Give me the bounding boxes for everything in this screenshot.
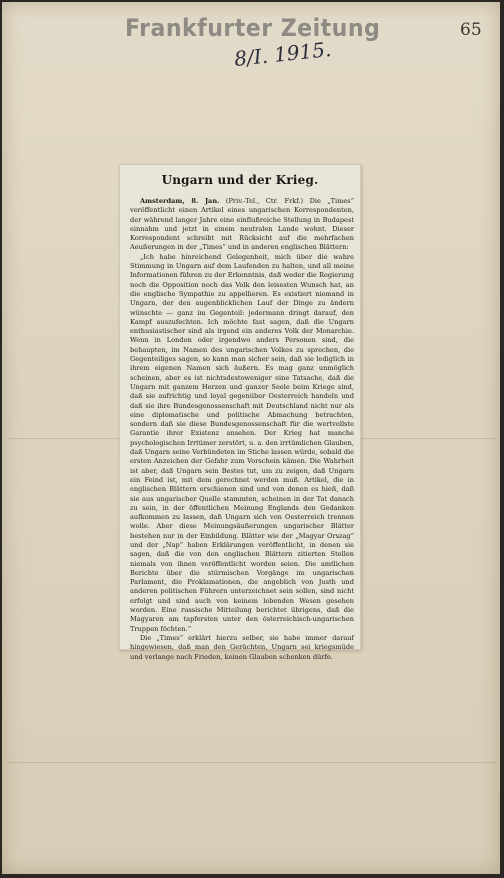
- article-title: Ungarn und der Krieg.: [161, 173, 319, 187]
- page-number: 65: [460, 20, 482, 40]
- archive-sheet: [2, 2, 500, 874]
- newspaper-clipping: [119, 164, 361, 661]
- article-body: [130, 197, 354, 662]
- handwritten-date: 8/I. 1915.: [233, 36, 333, 72]
- article-paragraph: [130, 197, 354, 253]
- article-paragraph: „Ich habe hinreichend Gelegenheit, mich über die wahre Stimmung in Ungarn auf dem Laufenden zu halten, und all meine Informationen führen zu der Erkenntnis, daß weder die Regierung noch die Opposition noch das Volk den leisesten Wunsch hat, an die englische Sympathie zu appellieren. Es existiert niemand in Ungarn, der den augenblicklichen Lauf der Dinge zu ändern wünschte — ganz im Gegenteil: jedermann dringt darauf, den Kampf auszufechten. Ich möchte fast sagen, daß die Ungarn enthusiastischer sind als irgend ein anderes Volk der Monarchie. Wenn in London oder irgendwo anders Personen sind, die behaupten, im Namen des ungarischen Volkes zu sprechen, die Gegenteiliges sagen, so kann man sicher sein, daß sie lediglich in ihrem eigenen Namen sich äußern. Es mag ganz unmöglich scheinen, aber es ist nichtsdestoweniger eine Tatsache, daß die Ungarn mit ganzem Herzen und ganzer Seele beim Kriege sind, daß sie aufrichtig und loyal gegenüber Oesterreich handeln und daß sie ihre Bundesgenossenschaft mit Deutschland nicht nur als eine diplomatische und politische Abmachung betrachten, sondern daß sie diese Bundesgenossenschaft für die wertvollste Garantie ihrer Existenz ansehen. Der Krieg hat manche psychologischen Irrtümer zerstört, u. a. den irrtümlichen Glauben, daß Ungarn seine Verbündeten im Stiche lassen würde, sobald die ersten Anzeichen der Gefahr zum Vorschein kämen. Die Wahrheit ist aber, daß Ungarn sein Bestes tut, um zu zeigen, daß Ungarn ein Feind ist, mit dem gerechnet werden muß. Artikel, die in englischen Blättern erschienen sind und von denen es hieß, daß sie aus ungarischer Quelle stammten, scheinen in der Tat danach zu sein, in der öffentlichen Meinung Englands den Gedanken aufkommen zu lassen, daß Ungarn sich von Oesterreich trennen wolle. Aber diese Meinungsäußerungen ungarischer Blätter bestehen nur in der Einbildung. Blätter wie der „Magyar Orszag“ und der „Nap“ haben Erklärungen veröffentlicht, in denen sie sagen, daß die von den englischen Blättern zitierten Stellen niemals von ihnen veröffentlicht worden seien. Die amtlichen Berichte über die stürmischen Vorgänge im ungarischen Parlament, die Proklamationen, die angeblich von Justh und anderen politischen Führern unterzeichnet sein sollen, sind nicht erfolgt und sind auch von keinem lebenden Wesen gesehen worden. Eine russische Mitteilung berichtet übrigens, daß die Magyaren am tapfersten unter den österreichisch-ungarischen Truppen föchten.“: [130, 252, 354, 633]
- newspaper-stamp: Frankfurter Zeitung: [125, 14, 381, 42]
- article-paragraph: Die „Times“ erklärt hierzu selber, sie habe immer darauf hingewiesen, daß man den Gerüchten, Ungarn sei kriegsmüde und verlange nach Frieden, keinen Glauben schenken dürfe.: [130, 633, 354, 661]
- paragraph-text: (Priv.-Tel., Ctr. Frkf.) Die „Times“ veröffentlicht einen Artikel eines ungarischen Korrespondenten, der während langer Jahre eine einflußreiche Stellung in Budapest einnahm und jetzt in einem neutralen Lande wohnt. Dieser Korrespondent schreibt mit Rücksicht auf die mehrfachen Aeußerungen in der „Times“ und in anderen englischen Blättern:: [130, 197, 354, 252]
- article-dateline: Amsterdam, 8. Jan.: [140, 197, 220, 205]
- fold-line: [8, 762, 496, 763]
